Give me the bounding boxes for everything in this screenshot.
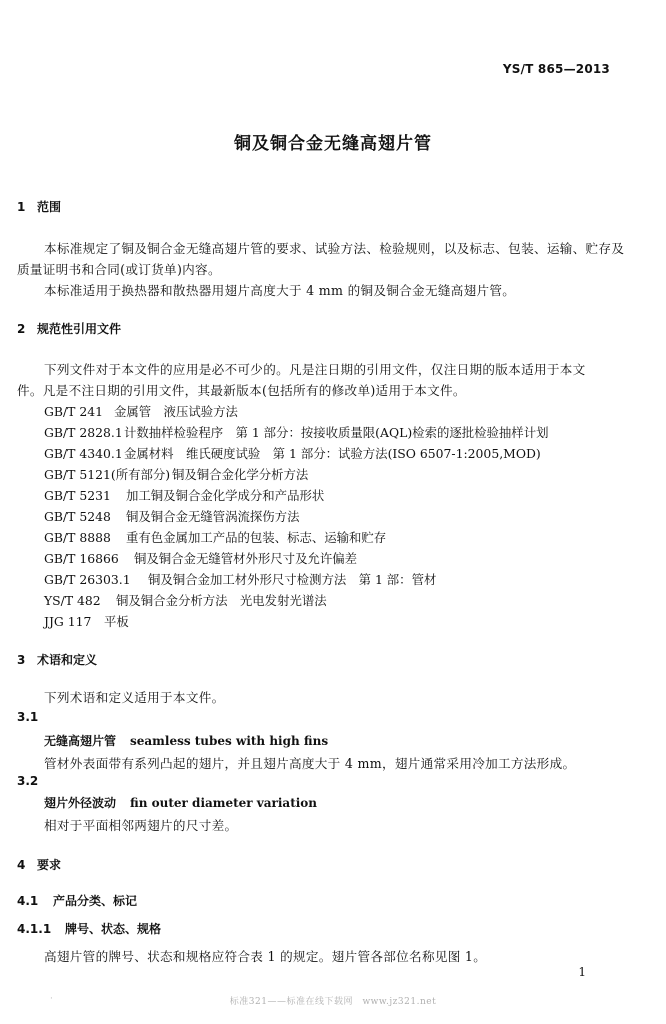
reference-item	[44, 528, 386, 546]
reference-item	[44, 423, 548, 441]
reference-title: 铜及铜合金加工材外形尺寸检测方法 第 1 部：管材	[148, 572, 437, 587]
reference-title: 加工铜及铜合金化学成分和产品形状	[126, 488, 325, 503]
section-number: 4.1.1	[17, 922, 52, 936]
reference-item	[44, 612, 129, 630]
section-4-1-1-heading	[17, 920, 161, 937]
requirements-text: 高翅片管的牌号、状态和规格应符合表 1 的规定。翅片管各部位名称见图 1。	[44, 949, 487, 964]
reference-title: 铜及铜合金无缝管材外形尺寸及允许偏差	[134, 551, 358, 566]
reference-title: 铜及铜合金无缝管涡流探伤方法	[126, 509, 300, 524]
reference-code: GB/T 8888	[44, 530, 111, 545]
reference-code: GB/T 5248	[44, 509, 111, 524]
section-3-heading	[17, 651, 97, 668]
section-1-heading	[17, 198, 61, 215]
scope-line-1: 本标准规定了铜及铜合金无缝高翅片管的要求、试验方法、检验规则，以及标志、包装、运输、贮存及	[44, 241, 625, 256]
section-title: 要求	[37, 858, 62, 872]
section-title: 术语和定义	[37, 653, 98, 667]
reference-item	[44, 402, 238, 420]
normative-intro-line-2: 件。凡是不注日期的引用文件，其最新版本(包括所有的修改单)适用于本文件。	[17, 383, 466, 398]
reference-item	[44, 570, 436, 588]
reference-title: 重有色金属加工产品的包装、标志、运输和贮存	[126, 530, 387, 545]
reference-title: 铜及铜合金化学分析方法	[172, 467, 309, 482]
section-number: 2	[17, 322, 26, 336]
reference-item	[44, 549, 357, 567]
reference-title: 金属管 液压试验方法	[114, 404, 238, 419]
scope-line-3: 本标准适用于换热器和散热器用翅片高度大于 4 mm 的铜及铜合金无缝高翅片管。	[44, 283, 516, 298]
section-number: 1	[17, 200, 26, 214]
section-4-heading	[17, 856, 61, 873]
section-number: 4	[17, 858, 26, 872]
section-number: 4.1	[17, 894, 39, 908]
reference-code: JJG 117	[44, 614, 92, 629]
normative-intro-line-1: 下列文件对于本文件的应用是必不可少的。凡是注日期的引用文件，仅注日期的版本适用于本文	[44, 362, 586, 377]
document-title: 铜及铜合金无缝高翅片管	[234, 134, 432, 154]
standard-code: YS/T 865—2013	[502, 62, 610, 76]
section-4-1-heading	[17, 892, 137, 909]
watermark-text: 标准321——标准在线下载网 www.jz321.net	[229, 997, 437, 1007]
term-english: seamless tubes with high fins	[130, 734, 329, 748]
page-number: 1	[578, 965, 586, 979]
reference-title: 计数抽样检验程序 第 1 部分：按接收质量限(AQL)检索的逐批检验抽样计划	[124, 425, 549, 440]
reference-code: GB/T 5231	[44, 488, 111, 503]
reference-code: GB/T 241	[44, 404, 104, 419]
term-heading	[44, 794, 317, 811]
scope-line-2: 质量证明书和合同(或订货单)内容。	[17, 262, 221, 277]
term-number: 3.1	[17, 710, 39, 724]
section-2-heading	[17, 320, 121, 337]
reference-code: GB/T 4340.1	[44, 446, 123, 461]
reference-item	[44, 591, 327, 609]
term-definition: 相对于平面相邻两翅片的尺寸差。	[44, 818, 238, 833]
section-title: 产品分类、标记	[53, 894, 138, 908]
section-number: 3	[17, 653, 26, 667]
section-title: 范围	[37, 200, 62, 214]
reference-title: 铜及铜合金分析方法 光电发射光谱法	[116, 593, 327, 608]
reference-item	[44, 486, 324, 504]
section-title: 规范性引用文件	[37, 322, 122, 336]
reference-item	[44, 507, 299, 525]
term-english: fin outer diameter variation	[130, 796, 318, 810]
term-definition: 管材外表面带有系列凸起的翅片，并且翅片高度大于 4 mm，翅片通常采用冷加工方法形成。	[44, 756, 576, 771]
reference-code: YS/T 482	[44, 593, 101, 608]
reference-code: GB/T 16866	[44, 551, 119, 566]
reference-item	[44, 444, 541, 462]
reference-code: GB/T 5121(所有部分)	[44, 467, 171, 482]
term-chinese: 无缝高翅片管	[44, 734, 117, 748]
reference-code: GB/T 26303.1	[44, 572, 131, 587]
term-chinese: 翅片外径波动	[44, 796, 117, 810]
term-heading	[44, 732, 328, 749]
footer-dot: ·	[50, 994, 53, 1004]
reference-item	[44, 465, 308, 483]
term-number: 3.2	[17, 774, 39, 788]
reference-code: GB/T 2828.1	[44, 425, 123, 440]
reference-title: 金属材料 维氏硬度试验 第 1 部分：试验方法(ISO 6507-1:2005,MOD)	[124, 446, 541, 461]
reference-title: 平板	[104, 614, 129, 629]
section-title: 牌号、状态、规格	[65, 922, 162, 936]
terms-intro: 下列术语和定义适用于本文件。	[44, 690, 225, 705]
